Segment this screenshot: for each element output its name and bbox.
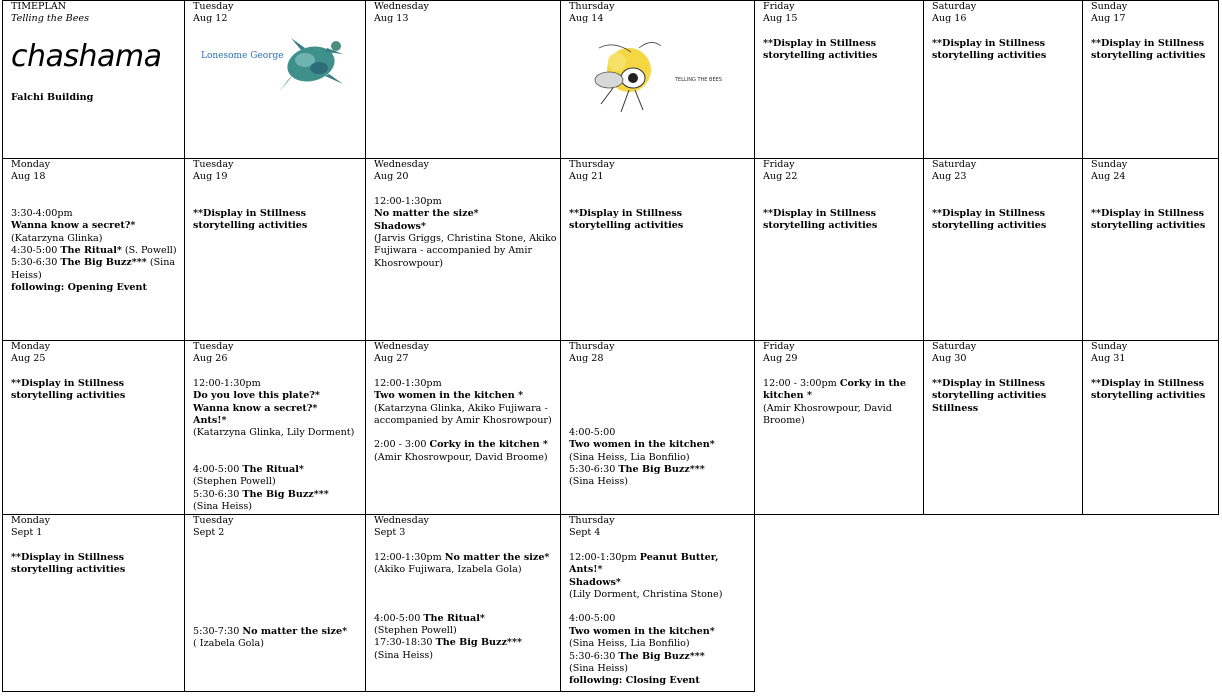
day-date: Aug 28	[569, 353, 604, 365]
event-title: Corky in the kitchen *	[429, 439, 548, 451]
event-performers: (Sina	[146, 257, 176, 269]
event-performers: (Amir Khosrowpour, David	[763, 402, 892, 414]
event-time: 12:00 - 3:00pm	[763, 377, 840, 389]
day-date: Aug 22	[763, 171, 798, 183]
event-time: 4:00-5:00	[569, 613, 616, 625]
event-title: No matter the size*	[242, 625, 348, 637]
event-performers: Fujiwara - accompanied by Amir	[374, 245, 533, 257]
event-time: 5:30-6:30	[11, 257, 61, 269]
day-date: Aug 23	[932, 171, 967, 183]
day-date: Aug 13	[374, 13, 409, 25]
display-note: storytelling activities	[763, 220, 878, 232]
turtle-caption: Lonesome George	[201, 50, 284, 61]
display-note: storytelling activities	[932, 50, 1047, 62]
event-title: Shadows*	[569, 576, 621, 588]
day-date: Aug 12	[193, 13, 228, 25]
day-date: Sept 4	[569, 527, 601, 539]
day-name: Tuesday	[193, 159, 234, 170]
day-name: Thursday	[569, 159, 615, 170]
day-date: Aug 14	[569, 13, 604, 25]
event-time: 12:00-1:30pm	[193, 377, 261, 389]
day-name: Saturday	[932, 341, 977, 352]
header-cell	[3, 1, 185, 159]
bee-caption: TELLING THE BEES	[675, 76, 722, 83]
event-title: The Ritual*	[423, 612, 485, 624]
event-performers: (Amir Khosrowpour, David Broome)	[374, 451, 548, 463]
event-time: 4:30-5:00	[11, 245, 61, 257]
display-note: **Display in Stillness	[763, 37, 877, 49]
event-title: Do you love this plate?*	[193, 390, 320, 402]
day-date: Aug 30	[932, 353, 967, 365]
event-title: No matter the size*	[374, 208, 479, 220]
event-performers: (Stephen Powell)	[374, 625, 457, 637]
event-performers: (Stephen Powell)	[193, 476, 276, 488]
event-title: Corky in the	[839, 377, 906, 389]
day-date: Aug 29	[763, 353, 798, 365]
day-cell-aug19	[185, 159, 366, 341]
day-cell-aug14	[561, 1, 755, 159]
day-name: Sunday	[1091, 1, 1128, 12]
display-note: storytelling activities	[1091, 390, 1206, 402]
day-date: Aug 20	[374, 171, 409, 183]
timeplan-title: TIMEPLAN	[11, 1, 67, 12]
event-performers: (Sina Heiss)	[569, 663, 629, 675]
event-title: Peanut Butter, Ants!*	[569, 551, 719, 576]
event-performers: (Katarzyna Glinka, Akiko Fujiwara -	[374, 402, 548, 414]
day-name: Thursday	[569, 1, 615, 12]
day-cell-aug18	[3, 159, 185, 341]
event-time: 5:30-6:30	[193, 488, 243, 500]
display-note: **Display in Stillness	[932, 37, 1046, 49]
day-cell-aug29	[755, 341, 924, 515]
event-performers: Broome)	[763, 415, 805, 427]
day-cell-aug31	[1083, 341, 1219, 515]
day-cell-aug22	[755, 159, 924, 341]
day-name: Monday	[11, 341, 51, 352]
display-note: **Display in Stillness	[932, 207, 1046, 219]
event-time: 5:30-6:30	[569, 464, 619, 476]
day-name: Wednesday	[374, 159, 429, 170]
display-note: **Display in Stillness	[569, 207, 683, 219]
day-name: Friday	[763, 159, 795, 170]
event-time: 4:00-5:00	[193, 463, 243, 475]
day-cell-aug17	[1083, 1, 1219, 159]
day-date: Aug 31	[1091, 353, 1126, 365]
day-cell-aug28	[561, 341, 755, 515]
day-name: Friday	[763, 341, 795, 352]
day-date: Aug 27	[374, 353, 409, 365]
display-note: storytelling activities	[932, 220, 1047, 232]
event-title: The Big Buzz***	[435, 637, 522, 649]
day-date: Aug 19	[193, 171, 228, 183]
day-cell-aug20	[366, 159, 561, 341]
bee-artwork	[569, 30, 729, 130]
event-title: The Big Buzz***	[618, 464, 705, 476]
turtle-artwork	[193, 30, 353, 110]
event-time: 3:30-4:00pm	[11, 207, 73, 219]
event-time: 12:00-1:30pm	[374, 195, 442, 207]
day-name: Friday	[763, 1, 795, 12]
event-subtitle: Telling the Bees	[11, 13, 89, 25]
day-name: Sunday	[1091, 341, 1128, 352]
display-note: storytelling activities	[1091, 50, 1206, 62]
display-note: storytelling activities	[569, 220, 684, 232]
event-performers: Khosrowpour)	[374, 257, 444, 269]
event-time: 5:30-7:30	[193, 625, 243, 637]
event-time: 12:00-1:30pm	[569, 551, 640, 563]
day-name: Tuesday	[193, 515, 234, 526]
day-name: Wednesday	[374, 341, 429, 352]
event-performers: (Jarvis Griggs, Christina Stone, Akiko	[374, 233, 557, 245]
venue-name: Falchi Building	[11, 91, 94, 103]
event-title: Two women in the kitchen*	[569, 625, 715, 637]
event-performers: (Lily Dorment, Christina Stone)	[569, 589, 723, 601]
day-cell-aug12	[185, 1, 366, 159]
event-performers: (Sina Heiss)	[569, 476, 629, 488]
day-date: Aug 18	[11, 171, 46, 183]
day-name: Thursday	[569, 341, 615, 352]
day-cell-aug15	[755, 1, 924, 159]
event-performers: (Akiko Fujiwara, Izabela Gola)	[374, 564, 522, 576]
day-date: Sept 2	[193, 527, 225, 539]
day-name: Thursday	[569, 515, 615, 526]
closing-event-note: following: Closing Event	[569, 675, 700, 687]
day-name: Sunday	[1091, 159, 1128, 170]
display-note: storytelling activities	[1091, 220, 1206, 232]
display-note: Stillness	[932, 402, 979, 414]
day-name: Saturday	[932, 159, 977, 170]
day-cell-aug24	[1083, 159, 1219, 341]
day-cell-sept4	[561, 515, 755, 692]
event-title: The Big Buzz***	[242, 488, 329, 500]
event-title: Wanna know a secret?*	[193, 402, 318, 414]
event-title: Two women in the kitchen *	[374, 390, 524, 402]
opening-event-note: following: Opening Event	[11, 282, 147, 294]
event-time: 4:00-5:00	[569, 426, 616, 438]
event-title: kitchen *	[763, 390, 812, 402]
display-note: storytelling activities	[763, 50, 878, 62]
day-cell-aug23	[924, 159, 1083, 341]
day-cell-aug21	[561, 159, 755, 341]
event-performers: (S. Powell)	[121, 245, 177, 257]
event-time: 2:00 - 3:00	[374, 439, 430, 451]
display-note: **Display in Stillness	[11, 377, 125, 389]
day-date: Aug 25	[11, 353, 46, 365]
day-cell-aug16	[924, 1, 1083, 159]
day-date: Sept 1	[11, 527, 43, 539]
event-performers: (Sina Heiss, Lia Bonfilio)	[569, 638, 690, 650]
display-note: storytelling activities	[932, 390, 1047, 402]
display-note: storytelling activities	[11, 564, 126, 576]
event-performers: accompanied by Amir Khosrowpour)	[374, 415, 552, 427]
chashama-logo: chashama	[11, 38, 162, 74]
day-date: Aug 15	[763, 13, 798, 25]
event-performers: (Sina Heiss)	[374, 649, 434, 661]
day-cell-aug30	[924, 341, 1083, 515]
day-name: Wednesday	[374, 1, 429, 12]
day-name: Saturday	[932, 1, 977, 12]
event-title: The Ritual*	[242, 463, 304, 475]
event-time: 12:00-1:30pm	[374, 377, 442, 389]
empty-area	[755, 515, 1219, 692]
display-note: **Display in Stillness	[763, 207, 877, 219]
day-cell-aug13	[366, 1, 561, 159]
event-time: 5:30-6:30	[569, 650, 619, 662]
event-title: The Ritual*	[60, 245, 122, 257]
event-performers: (Sina Heiss, Lia Bonfilio)	[569, 451, 690, 463]
event-performers: (Katarzyna Glinka)	[11, 232, 103, 244]
event-title: No matter the size*	[444, 551, 550, 563]
display-note: **Display in Stillness	[932, 377, 1046, 389]
event-performers: Heiss)	[11, 269, 42, 281]
day-date: Aug 24	[1091, 171, 1126, 183]
display-note: **Display in Stillness	[1091, 37, 1205, 49]
display-note: storytelling activities	[11, 390, 126, 402]
day-cell-sept2	[185, 515, 366, 692]
day-cell-aug25	[3, 341, 185, 515]
event-time: 4:00-5:00	[374, 612, 424, 624]
day-cell-aug26	[185, 341, 366, 515]
event-title: The Big Buzz***	[618, 650, 705, 662]
day-date: Aug 17	[1091, 13, 1126, 25]
day-name: Monday	[11, 159, 51, 170]
display-note: storytelling activities	[193, 220, 308, 232]
day-cell-aug27	[366, 341, 561, 515]
day-name: Tuesday	[193, 341, 234, 352]
event-title: Ants!*	[193, 415, 227, 427]
display-note: **Display in Stillness	[11, 551, 125, 563]
display-note: **Display in Stillness	[1091, 377, 1205, 389]
display-note: **Display in Stillness	[193, 207, 307, 219]
timeplan-calendar	[2, 0, 1219, 692]
event-title: Wanna know a secret?*	[11, 220, 136, 232]
event-performers: ( Izabela Gola)	[193, 638, 264, 650]
day-date: Aug 26	[193, 353, 228, 365]
day-name: Monday	[11, 515, 51, 526]
event-performers: (Katarzyna Glinka, Lily Dorment)	[193, 427, 355, 439]
day-date: Aug 16	[932, 13, 967, 25]
day-cell-sept3	[366, 515, 561, 692]
event-title: Shadows*	[374, 220, 426, 232]
day-date: Sept 3	[374, 527, 406, 539]
event-performers: (Sina Heiss)	[193, 501, 253, 513]
event-title: Two women in the kitchen*	[569, 439, 715, 451]
day-cell-sept1	[3, 515, 185, 692]
event-time: 17:30-18:30	[374, 637, 436, 649]
event-title: The Big Buzz***	[60, 257, 147, 269]
day-name: Tuesday	[193, 1, 234, 12]
day-name: Wednesday	[374, 515, 429, 526]
day-date: Aug 21	[569, 171, 604, 183]
event-time: 12:00-1:30pm	[374, 551, 445, 563]
display-note: **Display in Stillness	[1091, 207, 1205, 219]
